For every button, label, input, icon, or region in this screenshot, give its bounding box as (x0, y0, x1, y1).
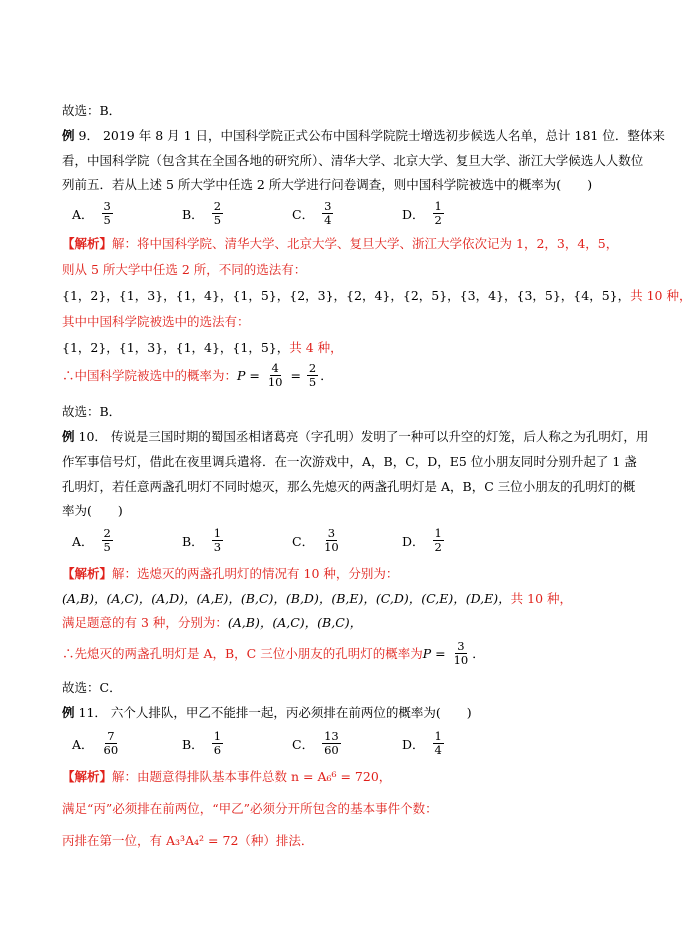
probability-var: P (237, 367, 246, 383)
solution-text: 解：选熄灭的两盏孔明灯的情况有 10 种，分别为： (112, 566, 399, 581)
option-d[interactable] (402, 527, 446, 554)
question-text: 2019 年 8 月 1 日，中国科学院正式公布中国科学院院士增选初步候选人名单，总计 181 位．整体来 (102, 128, 665, 143)
solution-line (62, 833, 313, 849)
option-label: C． (292, 736, 315, 752)
option-fraction: $\frac{2}{5}$ (103, 526, 111, 554)
probability-label: ∴中国科学院被选中的概率为： (62, 367, 238, 383)
option-b[interactable] (182, 527, 225, 554)
example-number: 10． (78, 429, 107, 444)
option-label: D． (402, 206, 425, 222)
option-a[interactable] (72, 527, 115, 554)
solution-tag: 【解析】 (62, 769, 113, 784)
option-label: B． (182, 533, 204, 549)
probability-fraction: $\frac{3}{10}$ (453, 639, 469, 667)
solution-line (62, 236, 618, 252)
option-b[interactable] (182, 730, 225, 757)
option-d[interactable] (402, 730, 446, 757)
option-label: B． (182, 206, 204, 222)
pairs-text: (A,B)，(A,C)，(A,D)，(A,E)，(B,C)，(B,D)，(B,E)，(C,D)，(C,E)，(D,E)， (62, 591, 511, 606)
question-text: 率为( (62, 503, 92, 518)
pairs-text: (A,B)，(A,C)，(B,C)， (227, 615, 363, 630)
question-line (62, 503, 123, 519)
option-fraction: $\frac{2}{5}$ (213, 199, 222, 227)
option-d[interactable] (402, 200, 446, 227)
option-label: A． (72, 206, 94, 222)
pairs-count: 共 10 种， (630, 288, 691, 303)
option-b[interactable] (182, 200, 225, 227)
option-fraction: $\frac{1}{2}$ (434, 526, 442, 554)
solution-line (62, 314, 250, 330)
option-fraction: $\frac{1}{6}$ (213, 729, 222, 757)
probability-line: ∴先熄灭的两盏孔明灯是 A，B，C 三位小朋友的孔明灯的概率为 P = $\frac{3}{10}$ ． (62, 639, 485, 667)
answer-text: 故选：B． (62, 103, 122, 118)
option-label: A． (72, 533, 94, 549)
question-text: 六个人排队，甲乙不能排一起，丙必须排在前两位的概率为( (110, 705, 441, 720)
solution-line (62, 262, 306, 278)
question-line (62, 479, 635, 495)
answer-line (62, 103, 121, 119)
option-a[interactable] (72, 730, 122, 757)
answer-line (62, 404, 121, 420)
option-label: D． (402, 736, 425, 752)
option-c[interactable] (292, 200, 335, 227)
option-c[interactable] (292, 730, 343, 757)
option-fraction: $\frac{3}{4}$ (324, 199, 332, 227)
option-fraction: $\frac{13}{60}$ (324, 729, 339, 757)
solution-text: 满足题意的有 3 种，分别为： (62, 615, 228, 630)
question-text: 传说是三国时期的蜀国丞相诸葛亮（字孔明）发明了一种可以升空的灯笼，后人称之为孔明灯，用 (110, 429, 649, 444)
solution-text: 解：将中国科学院、清华大学、北京大学、复旦大学、浙江大学依次记为 1，2，3，4，5， (112, 236, 619, 251)
probability-fraction: $\frac{2}{5}$ (308, 361, 317, 389)
pairs-line (62, 288, 691, 304)
probability-line: ∴中国科学院被选中的概率为： P = $\frac{4}{10}$ = $\frac{2}{5}$ ． (62, 361, 333, 389)
question-text: 孔明灯，若任意两盏孔明灯不同时熄灭，那么先熄灭的两盏孔明灯是 A，B，C 三位小朋友的孔明灯的概 (62, 479, 636, 494)
pairs-text: {1，2}，{1，3}，{1，4}，{1，5}， (62, 340, 290, 355)
question-line (62, 705, 472, 721)
pairs-line (62, 340, 343, 356)
pairs-line (62, 591, 572, 607)
solution-line (62, 769, 391, 785)
solution-text: 则从 5 所大学中任选 2 所，不同的选法有： (62, 262, 307, 277)
solution-text: 解：由题意得排队基本事件总数 n = A₆⁶ = 720， (112, 769, 392, 784)
option-label: B． (182, 736, 204, 752)
question-text: 看，中国科学院（包含其在全国各地的研究所）、清华大学、北京大学、复旦大学、浙江大学候选人人数位 (62, 153, 644, 168)
solution-line (62, 801, 438, 817)
question-line (62, 177, 592, 193)
option-c[interactable] (292, 527, 343, 554)
option-fraction: $\frac{1}{2}$ (434, 199, 442, 227)
solution-line (62, 566, 398, 582)
example-label: 例 (62, 429, 75, 444)
option-fraction: $\frac{1}{4}$ (434, 729, 442, 757)
answer-text: 故选：C． (62, 680, 122, 695)
option-label: A． (72, 736, 94, 752)
example-label: 例 (62, 705, 75, 720)
example-label: 例 (62, 128, 75, 143)
paren-close: ) (117, 503, 123, 518)
option-fraction: $\frac{3}{10}$ (324, 526, 339, 554)
option-fraction: $\frac{7}{60}$ (103, 729, 119, 757)
probability-fraction: $\frac{4}{10}$ (267, 361, 283, 389)
option-label: D． (402, 533, 425, 549)
paren-close: ) (587, 177, 593, 192)
probability-label: ∴先熄灭的两盏孔明灯是 A，B，C 三位小朋友的孔明灯的概率为 (62, 645, 423, 661)
answer-text: 故选：B． (62, 404, 122, 419)
paren-close: ) (466, 705, 472, 720)
example-number: 9． (78, 128, 99, 143)
option-fraction: $\frac{1}{3}$ (213, 526, 222, 554)
question-line (62, 429, 648, 445)
solution-text: 丙排在第一位，有 A₃³A₄² = 72（种）排法． (62, 833, 314, 848)
option-fraction: $\frac{3}{5}$ (103, 199, 111, 227)
probability-var: P (422, 645, 432, 661)
pairs-count: 共 4 种， (289, 340, 343, 355)
solution-text: 满足“丙”必须排在前两位，“甲乙”必须分开所包含的基本事件个数： (62, 801, 438, 816)
question-line (62, 128, 665, 144)
question-text: 列前五．若从上述 5 所大学中任选 2 所大学进行问卷调查，则中国科学院被选中的概率为( (62, 177, 562, 192)
solution-text: 其中中国科学院被选中的选法有： (62, 314, 250, 329)
solution-line (62, 615, 362, 631)
example-number: 11． (78, 705, 107, 720)
question-text: 作军事信号灯，借此在夜里调兵遣将．在一次游戏中，A，B，C，D，E5 位小朋友同时分别升起了 1 盏 (62, 454, 637, 469)
solution-tag: 【解析】 (62, 236, 113, 251)
question-line (62, 153, 643, 169)
option-label: C． (292, 206, 315, 222)
answer-line (62, 680, 122, 696)
pairs-text: {1，2}，{1，3}，{1，4}，{1，5}，{2，3}，{2，4}，{2，5}，{3，4}，{3，5}，{4，5}， (62, 288, 631, 303)
option-a[interactable] (72, 200, 115, 227)
option-label: C． (292, 533, 315, 549)
question-line (62, 454, 637, 470)
solution-tag: 【解析】 (62, 566, 113, 581)
pairs-count: 共 10 种， (510, 591, 572, 606)
